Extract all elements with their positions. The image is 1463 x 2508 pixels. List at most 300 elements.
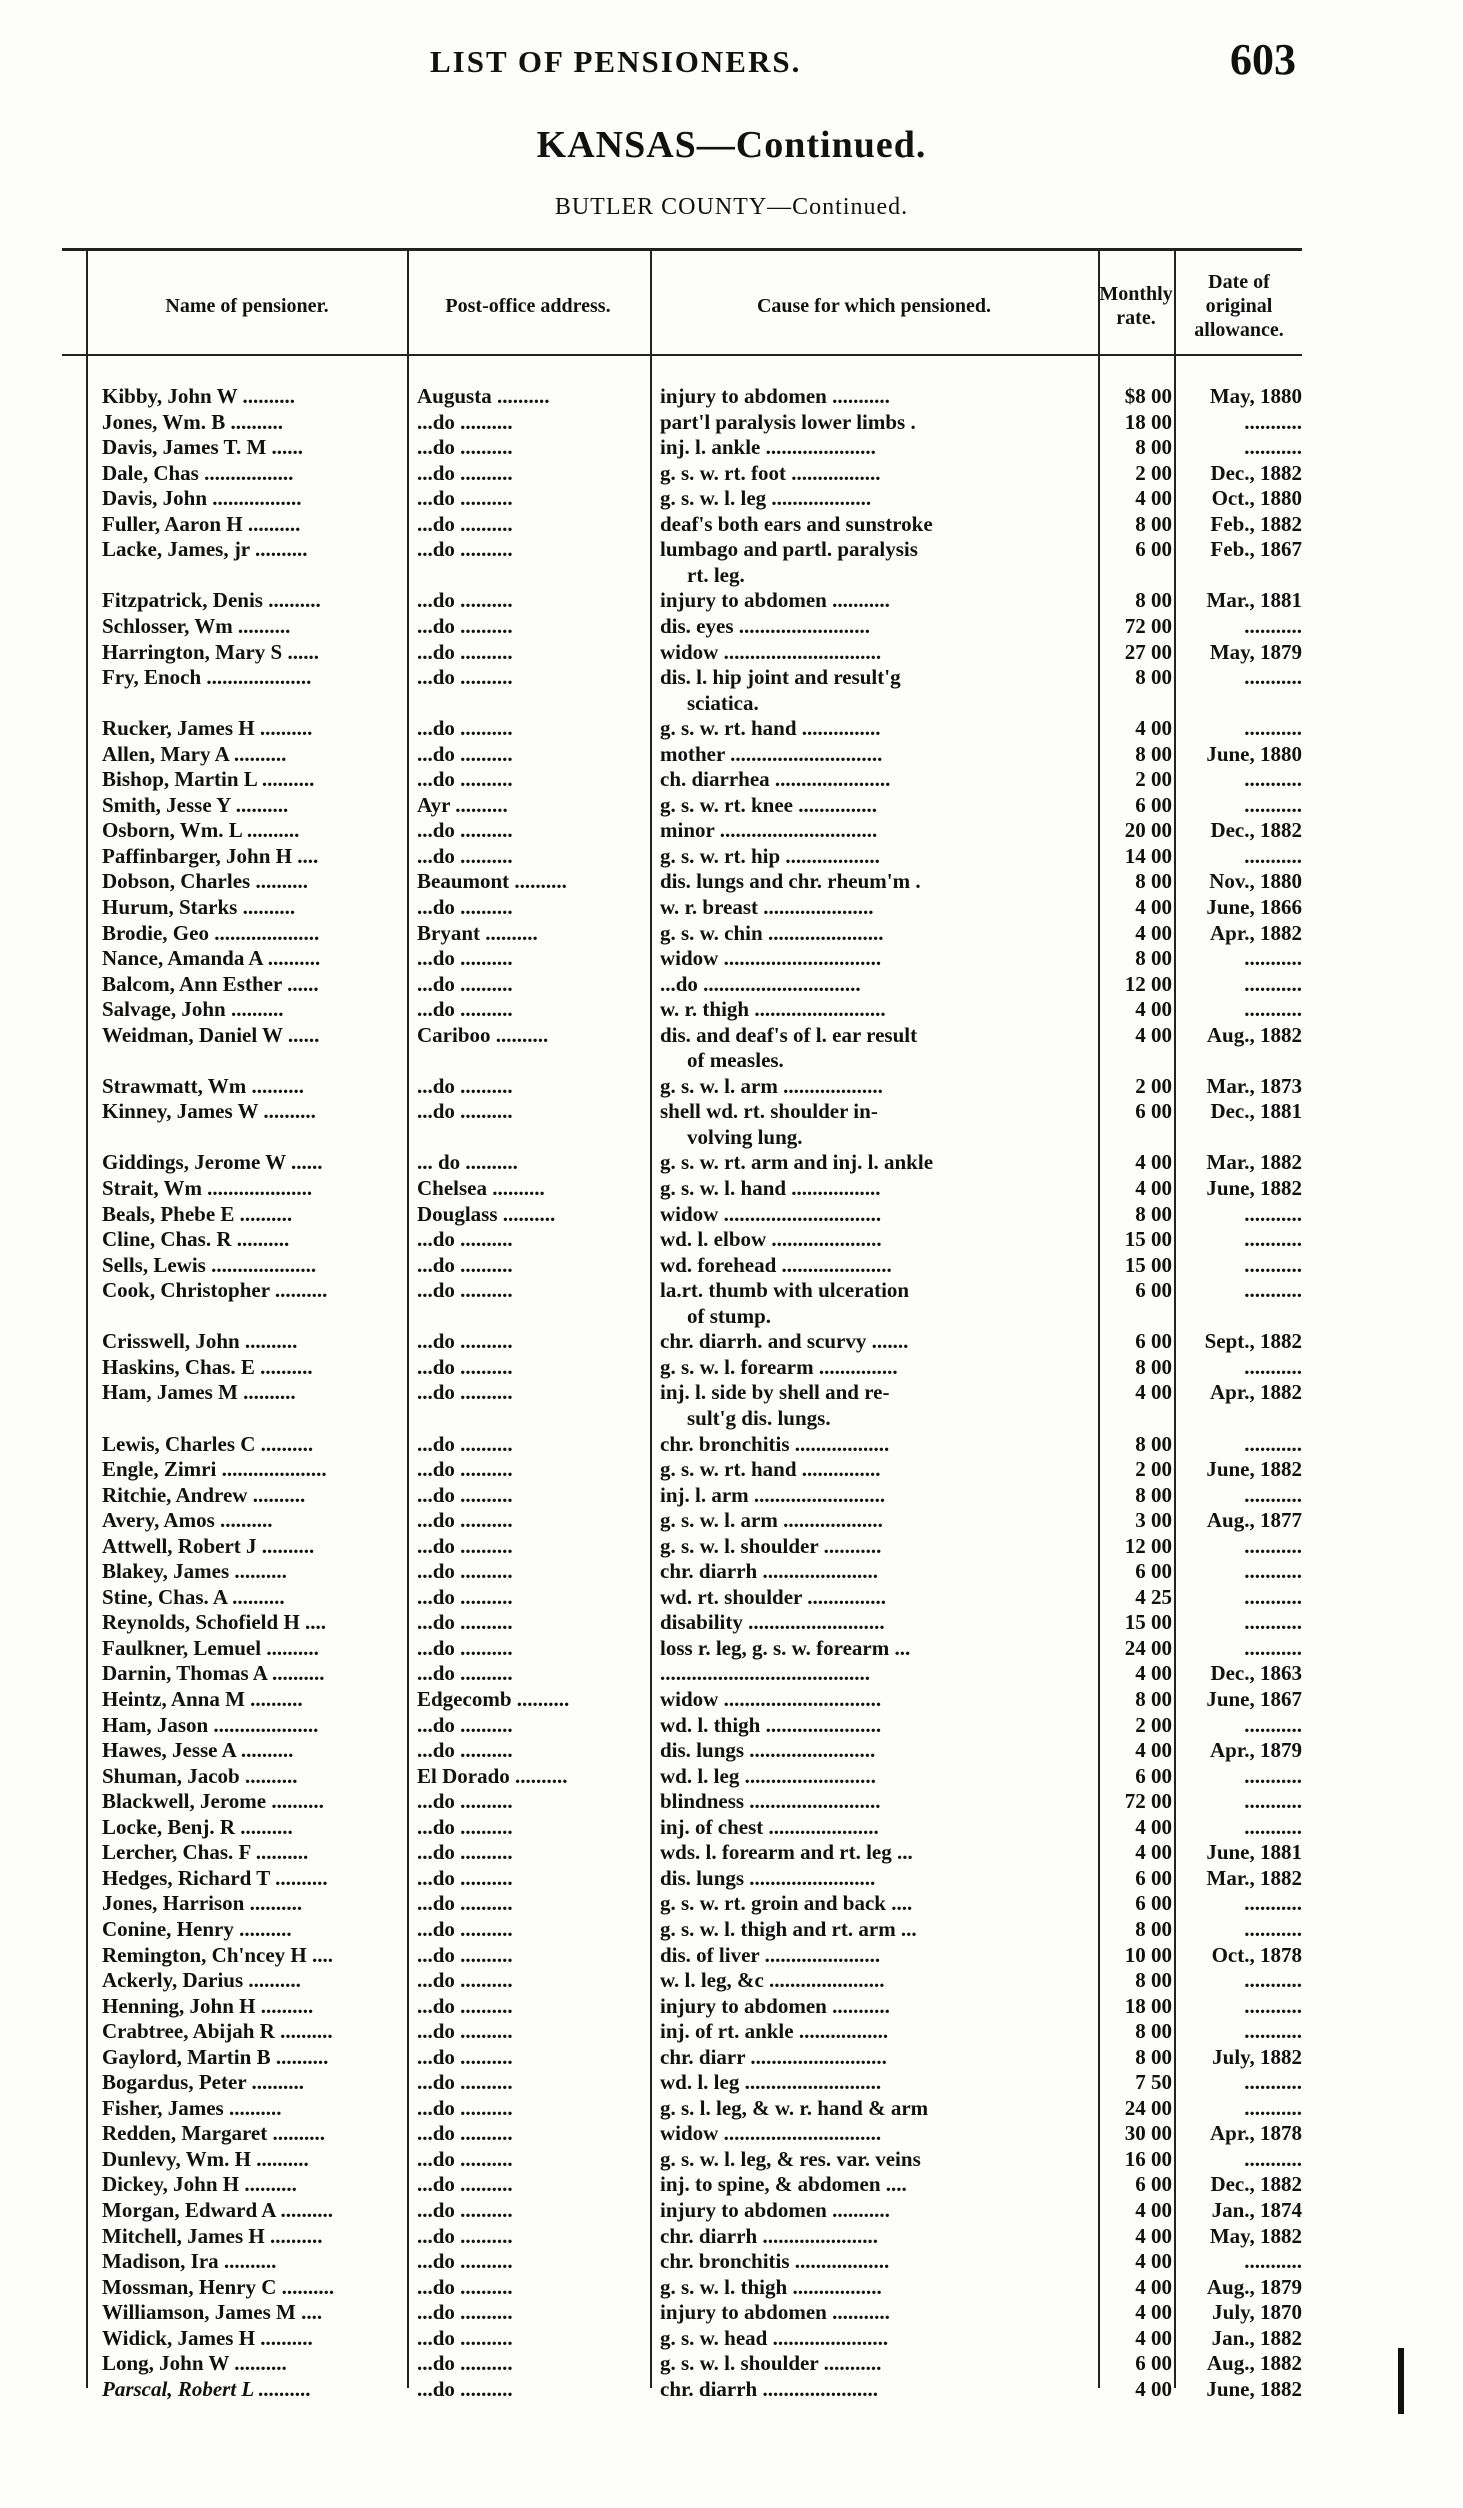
pension-cause: deaf's both ears and sunstroke <box>660 512 933 536</box>
monthly-rate: 8 00 <box>1135 665 1172 689</box>
post-office-address: ...do .......... <box>417 410 513 434</box>
pensioner-name: Nance, Amanda A .......... <box>102 946 321 970</box>
monthly-rate: 12 00 <box>1124 972 1172 996</box>
pensioner-name: Fisher, James .......... <box>102 2096 282 2120</box>
monthly-rate: 10 00 <box>1124 1943 1172 1967</box>
pensioner-name: Davis, John ................. <box>102 486 302 510</box>
pensioner-name: Strawmatt, Wm .......... <box>102 1074 305 1098</box>
post-office-address: ...do .......... <box>417 1099 513 1123</box>
monthly-rate: 4 00 <box>1135 1380 1172 1404</box>
pension-cause: injury to abdomen ........... <box>660 2300 890 2324</box>
pension-cause: w. r. thigh ......................... <box>660 997 886 1021</box>
allowance-date: ........... <box>1244 665 1302 689</box>
post-office-address: ...do .......... <box>417 2198 513 2222</box>
table-row <box>62 2224 1302 2249</box>
table-row-continuation <box>62 1304 1302 1329</box>
table-row <box>62 461 1302 486</box>
monthly-rate: 8 00 <box>1135 869 1172 893</box>
table-header-rule <box>62 354 1302 356</box>
allowance-date: Mar., 1873 <box>1206 1074 1302 1098</box>
pensioner-name: Locke, Benj. R .......... <box>102 1815 293 1839</box>
table-row <box>62 1636 1302 1661</box>
table-row <box>62 1943 1302 1968</box>
pensioner-name: Henning, John H .......... <box>102 1994 314 2018</box>
post-office-address: ...do .......... <box>417 997 513 1021</box>
pension-cause: chr. bronchitis .................. <box>660 1432 890 1456</box>
monthly-rate: 4 00 <box>1135 1661 1172 1685</box>
page-header <box>0 30 1463 90</box>
post-office-address: ...do .......... <box>417 2070 513 2094</box>
table-row <box>62 1074 1302 1099</box>
table-row <box>62 1891 1302 1916</box>
allowance-date: ........... <box>1244 1891 1302 1915</box>
pension-cause-continued: volving lung. <box>687 1125 803 1149</box>
table-row-continuation <box>62 563 1302 588</box>
pensioner-name: Dickey, John H .......... <box>102 2172 297 2196</box>
pensioner-name: Ritchie, Andrew .......... <box>102 1483 306 1507</box>
pension-cause: shell wd. rt. shoulder in- <box>660 1099 878 1123</box>
pensioner-name: Rucker, James H .......... <box>102 716 313 740</box>
monthly-rate: 4 00 <box>1135 1150 1172 1174</box>
table-row <box>62 2070 1302 2095</box>
monthly-rate: 8 00 <box>1135 1687 1172 1711</box>
monthly-rate: 4 25 <box>1135 1585 1172 1609</box>
pension-cause: widow .............................. <box>660 946 882 970</box>
allowance-date: June, 1867 <box>1206 1687 1302 1711</box>
monthly-rate: 24 00 <box>1124 2096 1172 2120</box>
monthly-rate: 8 00 <box>1135 588 1172 612</box>
pensioner-name: Widick, James H .......... <box>102 2326 313 2350</box>
post-office-address: El Dorado .......... <box>417 1764 568 1788</box>
table-row <box>62 2172 1302 2197</box>
table-row <box>62 614 1302 639</box>
pensioner-name: Dale, Chas ................. <box>102 461 294 485</box>
table-row <box>62 1764 1302 1789</box>
monthly-rate: 4 00 <box>1135 2377 1172 2401</box>
monthly-rate: 4 00 <box>1135 2300 1172 2324</box>
pensioner-name: Avery, Amos .......... <box>102 1508 273 1532</box>
allowance-date: ........... <box>1244 1227 1302 1251</box>
table-row <box>62 2121 1302 2146</box>
header-address: Post-office address. <box>445 295 611 317</box>
pension-cause: g. s. w. rt. knee ............... <box>660 793 877 817</box>
pension-cause: part'l paralysis lower limbs . <box>660 410 916 434</box>
pension-cause-continued: of measles. <box>687 1048 784 1072</box>
post-office-address: ...do .......... <box>417 1636 513 1660</box>
post-office-address: ...do .......... <box>417 1943 513 1967</box>
pensioner-name: Smith, Jesse Y .......... <box>102 793 289 817</box>
table-row <box>62 895 1302 920</box>
allowance-date: June, 1882 <box>1206 1457 1302 1481</box>
allowance-date: Aug., 1882 <box>1206 2351 1302 2375</box>
pension-cause: wd. l. elbow ..................... <box>660 1227 882 1251</box>
monthly-rate: 4 00 <box>1135 716 1172 740</box>
post-office-address: ...do .......... <box>417 1380 513 1404</box>
pensioner-name: Blakey, James .......... <box>102 1559 287 1583</box>
post-office-address: ...do .......... <box>417 640 513 664</box>
monthly-rate: 24 00 <box>1124 1636 1172 1660</box>
table-row <box>62 742 1302 767</box>
monthly-rate: 6 00 <box>1135 1764 1172 1788</box>
table-row <box>62 1483 1302 1508</box>
pensioner-name: Williamson, James M .... <box>102 2300 323 2324</box>
monthly-rate: 2 00 <box>1135 1457 1172 1481</box>
pension-cause: injury to abdomen ........... <box>660 2198 890 2222</box>
pension-cause: widow .............................. <box>660 1687 882 1711</box>
pension-cause: injury to abdomen ........... <box>660 588 890 612</box>
table-row <box>62 1866 1302 1891</box>
post-office-address: ...do .......... <box>417 1789 513 1813</box>
allowance-date: ........... <box>1244 2147 1302 2171</box>
monthly-rate: 8 00 <box>1135 1483 1172 1507</box>
pension-cause: chr. bronchitis .................. <box>660 2249 890 2273</box>
allowance-date: ........... <box>1244 844 1302 868</box>
post-office-address: ...do .......... <box>417 1610 513 1634</box>
pensioner-name: Cline, Chas. R .......... <box>102 1227 290 1251</box>
allowance-date: June, 1882 <box>1206 1176 1302 1200</box>
table-row <box>62 2326 1302 2351</box>
pensioner-name: Ham, Jason .................... <box>102 1713 319 1737</box>
post-office-address: ...do .......... <box>417 1534 513 1558</box>
post-office-address: ...do .......... <box>417 818 513 842</box>
monthly-rate: 4 00 <box>1135 1738 1172 1762</box>
monthly-rate: 6 00 <box>1135 537 1172 561</box>
table-row <box>62 1457 1302 1482</box>
pensioner-name: Fuller, Aaron H .......... <box>102 512 301 536</box>
allowance-date: Dec., 1881 <box>1210 1099 1302 1123</box>
pension-cause: g. s. w. l. thigh ................. <box>660 2275 882 2299</box>
monthly-rate: 14 00 <box>1124 844 1172 868</box>
table-row <box>62 869 1302 894</box>
monthly-rate: 8 00 <box>1135 1432 1172 1456</box>
pension-cause: g. s. w. rt. hand ............... <box>660 1457 881 1481</box>
post-office-address: ...do .......... <box>417 2249 513 2273</box>
allowance-date: Jan., 1874 <box>1211 2198 1302 2222</box>
table-row <box>62 1968 1302 1993</box>
pensioner-name: Paffinbarger, John H .... <box>102 844 319 868</box>
pension-cause: la.rt. thumb with ulceration <box>660 1278 910 1302</box>
monthly-rate: 4 00 <box>1135 2275 1172 2299</box>
table-row <box>62 2249 1302 2274</box>
pensioner-name: Redden, Margaret .......... <box>102 2121 325 2145</box>
allowance-date: ........... <box>1244 1764 1302 1788</box>
pensioner-name: Jones, Harrison .......... <box>102 1891 303 1915</box>
monthly-rate: 6 00 <box>1135 1099 1172 1123</box>
pension-cause: minor .............................. <box>660 818 878 842</box>
pensioner-name: Schlosser, Wm .......... <box>102 614 291 638</box>
table-row <box>62 1355 1302 1380</box>
post-office-address: ...do .......... <box>417 2351 513 2375</box>
monthly-rate: 6 00 <box>1135 1891 1172 1915</box>
allowance-date: Mar., 1882 <box>1206 1150 1302 1174</box>
pension-cause: g. s. l. leg, & w. r. hand & arm <box>660 2096 929 2120</box>
allowance-date: June, 1881 <box>1206 1840 1302 1864</box>
pension-cause: dis. lungs ........................ <box>660 1866 876 1890</box>
pension-cause: g. s. w. l. leg ................... <box>660 486 872 510</box>
pensioner-name: Ackerly, Darius .......... <box>102 1968 301 1992</box>
table-row <box>62 1176 1302 1201</box>
pensioner-name: Lercher, Chas. F .......... <box>102 1840 309 1864</box>
table-row <box>62 1253 1302 1278</box>
table-row <box>62 588 1302 613</box>
pension-cause-continued: sciatica. <box>687 691 759 715</box>
post-office-address: ...do .......... <box>417 1738 513 1762</box>
monthly-rate: 4 00 <box>1135 1176 1172 1200</box>
allowance-date: ........... <box>1244 972 1302 996</box>
pension-cause-continued: rt. leg. <box>687 563 745 587</box>
allowance-date: ........... <box>1244 1432 1302 1456</box>
table-row <box>62 2198 1302 2223</box>
pensioner-name: Strait, Wm .................... <box>102 1176 313 1200</box>
allowance-date: ........... <box>1244 1917 1302 1941</box>
table-row <box>62 2300 1302 2325</box>
pension-cause: wd. l. thigh ...................... <box>660 1713 882 1737</box>
post-office-address: ...do .......... <box>417 1713 513 1737</box>
allowance-date: ........... <box>1244 2019 1302 2043</box>
monthly-rate: 2 00 <box>1135 767 1172 791</box>
pensioner-name: Dunlevy, Wm. H .......... <box>102 2147 309 2171</box>
pensioner-name: Faulkner, Lemuel .......... <box>102 1636 319 1660</box>
monthly-rate: 4 00 <box>1135 2224 1172 2248</box>
allowance-date: ........... <box>1244 997 1302 1021</box>
pension-cause: chr. diarr .......................... <box>660 2045 887 2069</box>
pensioner-name: Crabtree, Abijah R .......... <box>102 2019 333 2043</box>
pension-cause: g. s. w. l. arm ................... <box>660 1074 883 1098</box>
table-row <box>62 997 1302 1022</box>
pension-cause: inj. to spine, & abdomen .... <box>660 2172 907 2196</box>
pension-cause: ...do .............................. <box>660 972 861 996</box>
allowance-date: ........... <box>1244 2096 1302 2120</box>
post-office-address: ...do .......... <box>417 895 513 919</box>
table-row <box>62 818 1302 843</box>
monthly-rate: 2 00 <box>1135 1074 1172 1098</box>
table-row <box>62 2377 1302 2402</box>
post-office-address: ...do .......... <box>417 435 513 459</box>
pensioner-name: Dobson, Charles .......... <box>102 869 308 893</box>
pension-cause: g. s. w. l. forearm ............... <box>660 1355 898 1379</box>
pension-cause: dis. lungs ........................ <box>660 1738 876 1762</box>
table-row <box>62 486 1302 511</box>
allowance-date: ........... <box>1244 946 1302 970</box>
pensioner-name: Stine, Chas. A .......... <box>102 1585 285 1609</box>
allowance-date: June, 1880 <box>1206 742 1302 766</box>
allowance-date: ........... <box>1244 1202 1302 1226</box>
table-row <box>62 1610 1302 1635</box>
allowance-date: ........... <box>1244 1253 1302 1277</box>
allowance-date: Sept., 1882 <box>1204 1329 1302 1353</box>
pensioner-name: Bogardus, Peter .......... <box>102 2070 305 2094</box>
post-office-address: ...do .......... <box>417 1585 513 1609</box>
post-office-address: ...do .......... <box>417 2019 513 2043</box>
table-row <box>62 384 1302 409</box>
table-row <box>62 1380 1302 1405</box>
allowance-date: ........... <box>1244 1585 1302 1609</box>
pensioner-name: Fitzpatrick, Denis .......... <box>102 588 321 612</box>
pension-cause: dis. l. hip joint and result'g <box>660 665 901 689</box>
pension-cause: g. s. w. rt. hand ............... <box>660 716 881 740</box>
post-office-address: ...do .......... <box>417 2300 513 2324</box>
pension-cause: dis. eyes ......................... <box>660 614 870 638</box>
post-office-address: ...do .......... <box>417 1994 513 2018</box>
pensioner-name: Balcom, Ann Esther ...... <box>102 972 319 996</box>
allowance-date: Aug., 1882 <box>1206 1023 1302 1047</box>
post-office-address: ...do .......... <box>417 2326 513 2350</box>
pension-cause: chr. diarrh ...................... <box>660 2224 878 2248</box>
allowance-date: May, 1879 <box>1209 640 1302 664</box>
monthly-rate: 2 00 <box>1135 1713 1172 1737</box>
pension-cause: ch. diarrhea ...................... <box>660 767 891 791</box>
allowance-date: June, 1882 <box>1206 2377 1302 2401</box>
table-row <box>62 2275 1302 2300</box>
allowance-date: ........... <box>1244 1968 1302 1992</box>
post-office-address: ...do .......... <box>417 1074 513 1098</box>
post-office-address: ... do .......... <box>417 1150 518 1174</box>
pensioner-name: Bishop, Martin L .......... <box>102 767 315 791</box>
post-office-address: ...do .......... <box>417 2096 513 2120</box>
pension-cause: blindness ......................... <box>660 1789 881 1813</box>
post-office-address: ...do .......... <box>417 2121 513 2145</box>
allowance-date: ........... <box>1244 793 1302 817</box>
monthly-rate: 15 00 <box>1124 1253 1172 1277</box>
pensioner-name: Darnin, Thomas A .......... <box>102 1661 325 1685</box>
monthly-rate: 4 00 <box>1135 2198 1172 2222</box>
allowance-date: Apr., 1878 <box>1210 2121 1302 2145</box>
pension-cause: dis. lungs and chr. rheum'm . <box>660 869 921 893</box>
monthly-rate: 8 00 <box>1135 2019 1172 2043</box>
allowance-date: ........... <box>1244 1815 1302 1839</box>
pensioner-name: Gaylord, Martin B .......... <box>102 2045 329 2069</box>
monthly-rate: 4 00 <box>1135 997 1172 1021</box>
pensioner-name: Mitchell, James H .......... <box>102 2224 323 2248</box>
pensioner-name: Hurum, Starks .......... <box>102 895 296 919</box>
monthly-rate: 16 00 <box>1124 2147 1172 2171</box>
table-row <box>62 512 1302 537</box>
monthly-rate: 6 00 <box>1135 1866 1172 1890</box>
table-row <box>62 1227 1302 1252</box>
monthly-rate: 30 00 <box>1124 2121 1172 2145</box>
post-office-address: ...do .......... <box>417 512 513 536</box>
monthly-rate: 12 00 <box>1124 1534 1172 1558</box>
pension-cause: g. s. w. rt. arm and inj. l. ankle <box>660 1150 934 1174</box>
post-office-address: ...do .......... <box>417 2172 513 2196</box>
pension-cause: wd. l. leg ......................... <box>660 1764 876 1788</box>
pension-cause: w. l. leg, &c ...................... <box>660 1968 885 1992</box>
allowance-date: Apr., 1879 <box>1210 1738 1302 1762</box>
pension-cause: inj. l. ankle ..................... <box>660 435 876 459</box>
allowance-date: ........... <box>1244 2249 1302 2273</box>
monthly-rate: 6 00 <box>1135 1559 1172 1583</box>
post-office-address: ...do .......... <box>417 1866 513 1890</box>
table-row <box>62 793 1302 818</box>
allowance-date: ........... <box>1244 1636 1302 1660</box>
table-row <box>62 2019 1302 2044</box>
allowance-date: ........... <box>1244 716 1302 740</box>
allowance-date: July, 1882 <box>1212 2045 1302 2069</box>
table-row <box>62 1687 1302 1712</box>
pension-cause-continued: sult'g dis. lungs. <box>687 1406 831 1430</box>
pension-cause: widow .............................. <box>660 2121 882 2145</box>
pensioner-name: Parscal, Robert L .......... <box>102 2377 312 2401</box>
monthly-rate: 4 00 <box>1135 895 1172 919</box>
post-office-address: ...do .......... <box>417 844 513 868</box>
allowance-date: ........... <box>1244 1534 1302 1558</box>
pensioner-name: Attwell, Robert J .......... <box>102 1534 315 1558</box>
pensioner-name: Shuman, Jacob .......... <box>102 1764 298 1788</box>
post-office-address: ...do .......... <box>417 665 513 689</box>
pension-cause-continued: of stump. <box>687 1304 772 1328</box>
pension-cause: g. s. w. rt. hip .................. <box>660 844 880 868</box>
table-row <box>62 1738 1302 1763</box>
pension-cause: wd. l. leg .......................... <box>660 2070 882 2094</box>
pensioner-name: Reynolds, Schofield H .... <box>102 1610 327 1634</box>
pensioner-name: Heintz, Anna M .......... <box>102 1687 303 1711</box>
table-row-continuation <box>62 1406 1302 1431</box>
monthly-rate: 18 00 <box>1124 410 1172 434</box>
allowance-date: ........... <box>1244 767 1302 791</box>
pension-cause: widow .............................. <box>660 640 882 664</box>
table-row <box>62 1202 1302 1227</box>
monthly-rate: 4 00 <box>1135 486 1172 510</box>
post-office-address: ...do .......... <box>417 2147 513 2171</box>
post-office-address: Bryant .......... <box>417 921 538 945</box>
header-cause: Cause for which pensioned. <box>756 295 992 317</box>
table-row <box>62 1661 1302 1686</box>
pension-cause: wd. rt. shoulder ............... <box>660 1585 886 1609</box>
monthly-rate: 4 00 <box>1135 2326 1172 2350</box>
pension-cause: chr. diarrh. and scurvy ....... <box>660 1329 909 1353</box>
pensioner-name: Kinney, James W .......... <box>102 1099 316 1123</box>
post-office-address: Beaumont .......... <box>417 869 567 893</box>
post-office-address: Augusta .......... <box>417 384 550 408</box>
table-row <box>62 716 1302 741</box>
pensioner-name: Beals, Phebe E .......... <box>102 1202 293 1226</box>
pension-cause: inj. l. arm ......................... <box>660 1483 886 1507</box>
running-title: LIST OF PENSIONERS. <box>430 44 802 79</box>
post-office-address: ...do .......... <box>417 742 513 766</box>
post-office-address: Cariboo .......... <box>417 1023 549 1047</box>
allowance-date: Dec., 1882 <box>1210 818 1302 842</box>
pension-cause: mother ............................. <box>660 742 883 766</box>
pension-cause: injury to abdomen ........... <box>660 384 890 408</box>
allowance-date: ........... <box>1244 1278 1302 1302</box>
pension-cause: g. s. w. l. arm ................... <box>660 1508 883 1532</box>
post-office-address: ...do .......... <box>417 1253 513 1277</box>
monthly-rate: 7 50 <box>1135 2070 1172 2094</box>
monthly-rate: 6 00 <box>1135 1278 1172 1302</box>
monthly-rate: 27 00 <box>1124 640 1172 664</box>
allowance-date: Dec., 1882 <box>1210 461 1302 485</box>
pensioner-name: Jones, Wm. B .......... <box>102 410 284 434</box>
allowance-date: Mar., 1881 <box>1206 588 1302 612</box>
allowance-date: ........... <box>1244 1483 1302 1507</box>
pension-cause: chr. diarrh ...................... <box>660 1559 878 1583</box>
pensioner-name: Salvage, John .......... <box>102 997 284 1021</box>
allowance-date: May, 1880 <box>1209 384 1302 408</box>
post-office-address: Chelsea .......... <box>417 1176 545 1200</box>
pensioner-name: Haskins, Chas. E .......... <box>102 1355 313 1379</box>
pension-cause: injury to abdomen ........... <box>660 1994 890 2018</box>
allowance-date: Apr., 1882 <box>1210 1380 1302 1404</box>
table-row <box>62 640 1302 665</box>
pension-cause: dis. of liver ...................... <box>660 1943 881 1967</box>
pensioner-name: Blackwell, Jerome .......... <box>102 1789 324 1813</box>
table-row <box>62 1994 1302 2019</box>
table-row <box>62 1099 1302 1124</box>
table-row <box>62 1917 1302 1942</box>
allowance-date: Aug., 1877 <box>1206 1508 1302 1532</box>
monthly-rate: 6 00 <box>1135 2172 1172 2196</box>
post-office-address: ...do .......... <box>417 1457 513 1481</box>
